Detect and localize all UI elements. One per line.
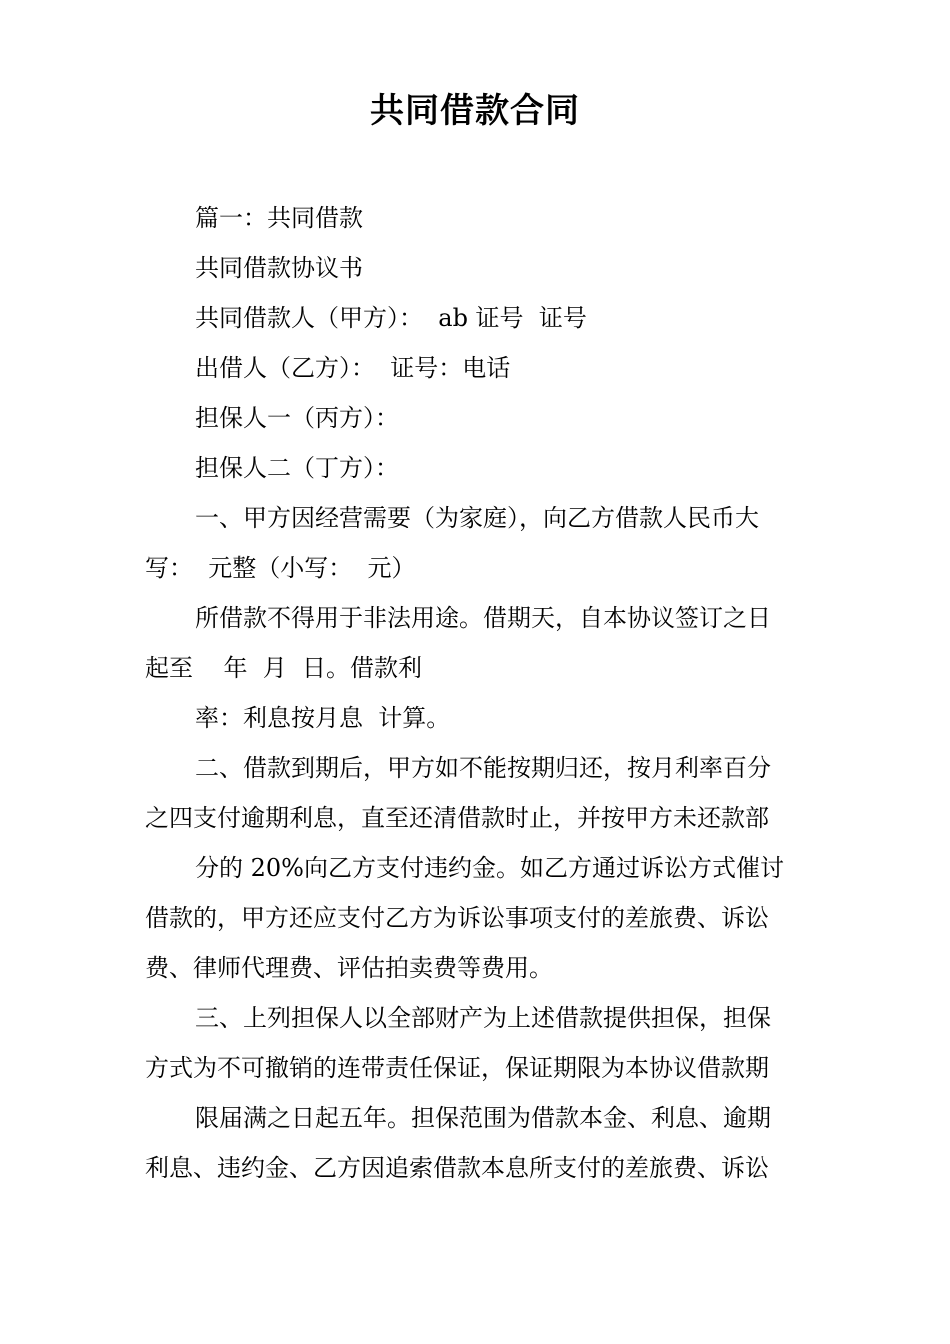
text-line: 分的 20%向乙方支付违约金。如乙方通过诉讼方式催讨 <box>195 854 784 882</box>
text-line: 出借人（乙方）： 证号：电话 <box>195 354 511 382</box>
document-body <box>145 193 810 1193</box>
text-line: 共同借款人（甲方）： ab 证号 证号 <box>195 304 587 332</box>
text-line: 篇一：共同借款 <box>195 204 363 232</box>
text-line: 借款的，甲方还应支付乙方为诉讼事项支付的差旅费、诉讼 <box>145 904 769 932</box>
text-line: 写： 元整（小写： 元） <box>145 554 416 582</box>
text-line: 起至 年 月 日。借款利 <box>145 654 423 682</box>
text-line: 限届满之日起五年。担保范围为借款本金、利息、逾期 <box>195 1104 771 1132</box>
text-line: 担保人二（丁方）： <box>195 454 399 482</box>
text-line: 所借款不得用于非法用途。借期天，自本协议签订之日 <box>195 604 771 632</box>
text-line: 利息、违约金、乙方因追索借款本息所支付的差旅费、诉讼 <box>145 1154 769 1182</box>
document-title: 共同借款合同 <box>370 91 580 131</box>
text-line: 之四支付逾期利息，直至还清借款时止，并按甲方未还款部 <box>145 804 769 832</box>
text-line: 共同借款协议书 <box>195 254 363 282</box>
text-line: 方式为不可撤销的连带责任保证，保证期限为本协议借款期 <box>145 1054 769 1082</box>
text-line: 担保人一（丙方）： <box>195 404 399 432</box>
text-line: 一、甲方因经营需要（为家庭），向乙方借款人民币大 <box>195 504 759 532</box>
text-line: 率：利息按月息 计算。 <box>195 704 451 732</box>
text-line: 二、借款到期后，甲方如不能按期归还，按月利率百分 <box>195 754 771 782</box>
text-line: 费、律师代理费、评估拍卖费等费用。 <box>145 954 553 982</box>
text-line: 三、上列担保人以全部财产为上述借款提供担保，担保 <box>195 1004 771 1032</box>
